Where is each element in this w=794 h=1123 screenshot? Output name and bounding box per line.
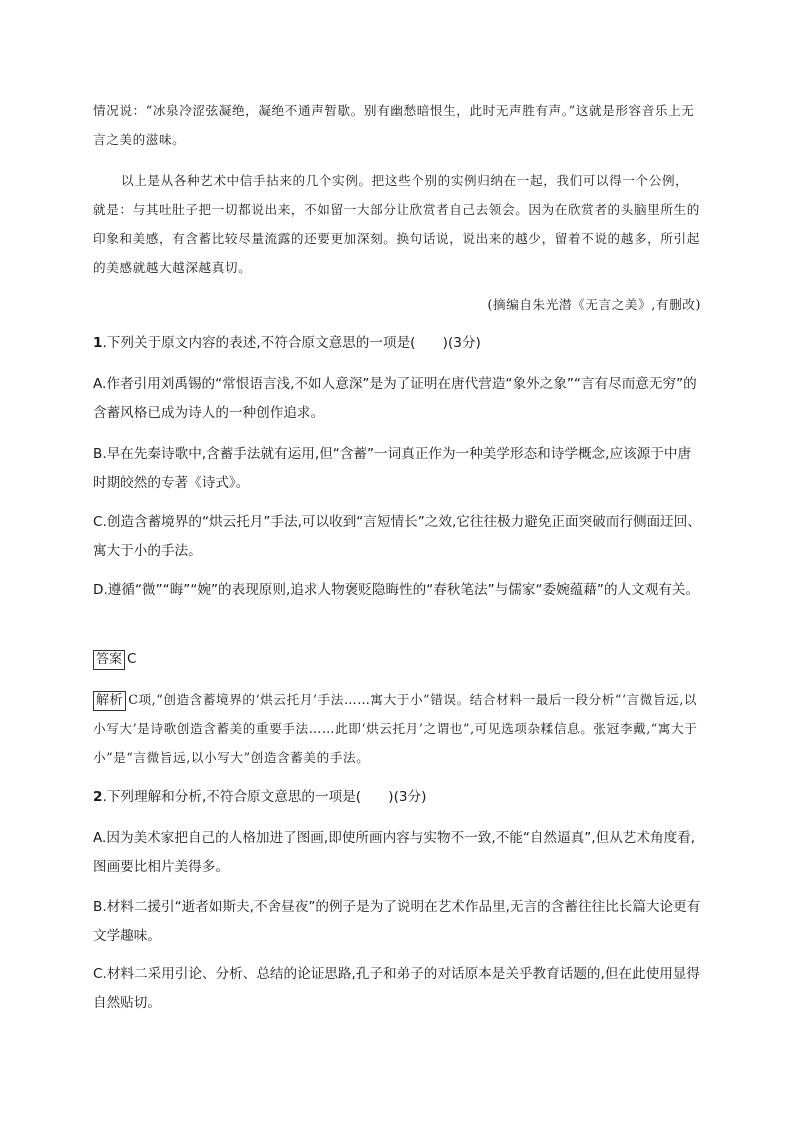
question-2-option-b: B.材料二援引“逝者如斯夫,不舍昼夜”的例子是为了说明在艺术作品里,无言的含蓄往往比长篇大论更有文学趣味。 <box>93 899 701 944</box>
question-1-text: .下列关于原文内容的表述,不符合原文意思的一项是( )(3分) <box>102 335 481 351</box>
question-1-option-d: D.遵循“微”“晦”“婉”的表现原则,追求人物褒贬隐晦性的“春秋笔法”与儒家“委婉蕴藉”的人文观有关。 <box>93 582 700 598</box>
question-1-stem <box>93 329 701 358</box>
passage-paragraph-2: 以上是从各种艺术中信手拈来的几个实例。把这些个别的实例归纳在一起，我们可以得一个公例，就是：与其吐肚子把一切都说出来，不如留一大部分让欣赏者自己去领会。因为在欣赏者的头脑里所生的印象和美感，有含蓄比较尽量流露的还要更加深刻。换句话说，说出来的越少，留着不说的越多，所引起的美感就越大越深越真切。 <box>93 173 700 275</box>
question-2-number: 2 <box>93 789 103 805</box>
answer-value: C <box>127 651 137 667</box>
question-1-option-b: B.早在先秦诗歌中,含蓄手法就有运用,但“含蓄”一词真正作为一种美学形态和诗学概念,应该源于中唐时期皎然的专著《诗式》。 <box>93 446 692 491</box>
question-1-answer <box>93 645 701 674</box>
analysis-text: C项,“创造含蓄境界的‘烘云托月’手法……寓大于小”错误。结合材料一最后一段分析“‘言微旨远,以小写大’是诗歌创造含蓄美的重要手法……此即‘烘云托月’之谓也”,可见选项杂糅信息。张冠李戴,“寓大于小”是“言微旨远,以小写大”创造含蓄美的手法。 <box>93 692 698 765</box>
answer-label: 答案 <box>93 650 125 670</box>
question-2-stem <box>93 783 701 812</box>
question-2-option-a: A.因为美术家把自己的人格加进了图画,即使所画内容与实物不一致,不能“自然逼真”,但从艺术角度看,图画要比相片美得多。 <box>93 830 696 875</box>
question-1-option-a: A.作者引用刘禹锡的“常恨语言浅,不如人意深”是为了证明在唐代营造“象外之象”“言有尽而意无穷”的含蓄风格已成为诗人的一种创作追求。 <box>93 376 697 421</box>
question-1-number: 1 <box>93 335 103 351</box>
passage-source: (摘编自朱光潜《无言之美》,有删改) <box>487 297 701 312</box>
question-2-option-c: C.材料二采用引论、分析、总结的论证思路,孔子和弟子的对话原本是关乎教育话题的,但在此使用显得自然贴切。 <box>93 966 700 1011</box>
question-1-option-c: C.创造含蓄境界的“烘云托月”手法,可以收到“言短情长”之效,它往往极力避免正面突破而行侧面迂回、寓大于小的手法。 <box>93 514 701 559</box>
question-2-text: .下列理解和分析,不符合原文意思的一项是( )(3分) <box>102 789 427 805</box>
question-1-analysis <box>93 685 701 772</box>
passage-paragraph-1: 情况说：“冰泉冷涩弦凝绝，凝绝不通声暂歇。别有幽愁暗恨生，此时无声胜有声。”这就是形容音乐上无言之美的滋味。 <box>93 103 695 147</box>
analysis-label: 解析 <box>93 691 126 711</box>
